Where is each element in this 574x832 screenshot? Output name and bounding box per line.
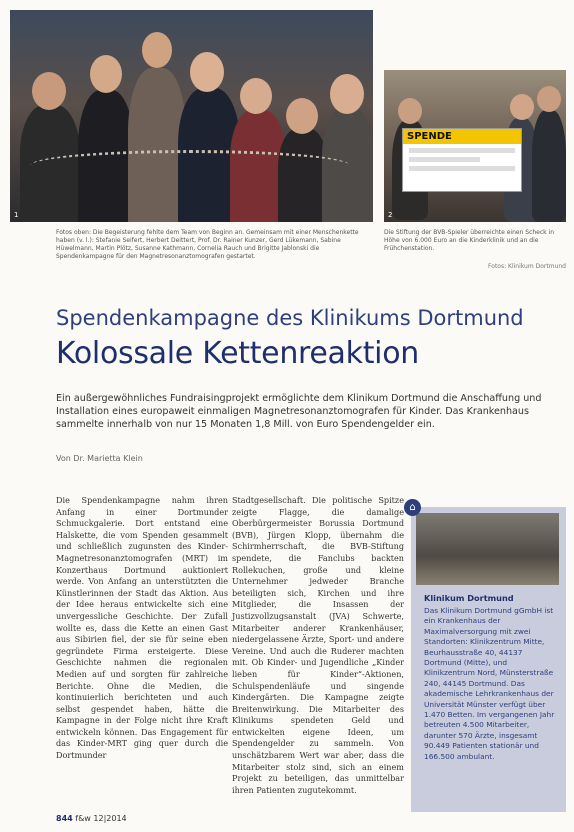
article-byline: Von Dr. Marietta Klein [56, 454, 143, 463]
page-number: 844 [56, 814, 73, 823]
sidebar-text: Das Klinikum Dortmund gGmbH ist ein Krankenhaus der Maximalversorgung mit zwei Standorten: Klinikzentrum Mitte, Beurhausstraße 40, 44137 Dortmund (Mitte), und Klinikzentrum Nord, Münsterstraße 240, 44145 Dortmund. Das akademische Lehrkrankenhaus der Universität Münster verfügt über 1.470 Betten. Im vergangenen Jahr betreuten 4.500 Mitarbeiter, darunter 570 Ärzte, insgesamt 90.449 Patienten stationär und 166.500 ambulant. [424, 606, 555, 761]
person-figure [190, 52, 224, 92]
check-heading: SPENDE [403, 129, 521, 144]
main-photo [10, 10, 373, 222]
photo-credit: Fotos: Klinikum Dortmund [488, 263, 566, 270]
check-line [409, 166, 515, 171]
page-folio [56, 814, 127, 823]
person-figure [537, 86, 561, 112]
article-lead: Ein außergewöhnliches Fundraisingprojekt ermöglichte dem Klinikum Dortmund die Anschaffung und Installation eines europaweit einmaligen Magnetresonanztomografen für Kinder. Das Krankenhaus sammelte innerhalb von nur 15 Monaten 1,8 Mill. von Euro Spendengelder ein. [56, 393, 542, 430]
publication-name: f&w 12|2014 [75, 814, 127, 823]
photo-number: 1 [14, 211, 19, 219]
article-column-2: Stadtgesellschaft. Die politische Spitze zeigte Flagge, die damalige Oberbürgermeister Borussia Dortmund (BVB), Jürgen Klopp, übernahm die Schirmherrschaft, die BVB-Stiftung spendete, die Fanclubs backten Rollekuchen, große und kleine Unternehmer jedweder Branche beteiligten sich, Kirchen und ihre Mitglieder, die Insassen der Justizvollzugsanstalt (JVA) Schwerte, Mitarbeiter anderer Krankenhäuser, niedergelassene Ärzte, Sport- und andere Vereine. Und auch die Ruderer machten mit. Ob Kinder- und Jugendliche „Kinder lieben für Kinder“-Aktionen, Schulspendenläufe und singende Kindergärten. Die Kampagne zeigte Breitenwirkung. Die Mitarbeiter des Klinikums spendeten Geld und entwickelten eigene Ideen, um Spendengelder zu sammeln. Von unschätzbarem Wert war aber, dass die Mitarbeiter stolz sind, sich an einem Projekt zu beteiligen, das unmittelbar ihren Patienten zugutekommt. [232, 495, 404, 795]
person-figure [330, 74, 364, 114]
donation-check [402, 128, 522, 192]
sidebar-title: Klinikum Dortmund [424, 593, 514, 603]
person-figure [532, 110, 566, 222]
photo-number: 2 [388, 211, 393, 219]
person-figure [142, 32, 172, 68]
side-photo [384, 70, 566, 222]
person-figure [32, 72, 66, 110]
side-photo-caption: Die Stiftung der BVB-Spieler überreichte einen Scheck in Höhe von 6.000 Euro an die Kinderklinik und an die Frühchenstation. [384, 229, 555, 252]
main-photo-caption: Fotos oben: Die Begeisterung fehlte dem Team von Beginn an. Gemeinsam mit einer Menschenkette haben (v. l.): Stefanie Seifert, Herbert Deittert, Prof. Dr. Rainer Kunzer, Gerd Lükemann, Sabine Hüwelmann, Martin Plötz, Susanne Kathmann, Cornelia Rauch und Brigitte Jablonski die Spendenkampagne für den Magnetresonanztomografen gestartet. [56, 229, 359, 260]
person-figure [240, 78, 272, 114]
hospital-photo [416, 513, 559, 585]
person-figure [90, 55, 122, 93]
person-figure [510, 94, 534, 120]
article-headline: Kolossale Kettenreaktion [56, 336, 419, 371]
person-figure [286, 98, 318, 134]
article-column-1: Die Spendenkampagne nahm ihren Anfang in einer Dortmunder Schmuckgalerie. Dort entstand eine Halskette, die vom Spenden gesammelt und schließlich zugunsten des Kinder-Magnetresonanztomografen (MRT) im Konzerthaus Dortmund auktioniert werde. Von Anfang an unterstützten die Künstlerinnen der Stadt das Aktion. Aus der Idee heraus entwickelte sich eine unvergessliche Geschichte. Der Zufall wollte es, dass die Kette an einen Gast aus Sibirien fiel, der sie für seine eben gegründete Firma ersteigerte. Diese Geschichte nahmen die regionalen Medien auf und sorgten für zahlreiche Berichte. Ohne die Medien, die kontinuierlich berichteten und auch selbst gespendet haben, hätte die Kampagne in der Folge nicht ihre Kraft entwickeln können. Das Engagement für das Kinder-MRT ging quer durch die Dortmunder [56, 495, 228, 761]
check-line [409, 157, 480, 162]
person-figure [398, 98, 422, 124]
check-line [409, 148, 515, 153]
human-chain [30, 150, 350, 181]
house-icon: ⌂ [404, 499, 421, 516]
article-kicker: Spendenkampagne des Klinikums Dortmund [56, 306, 524, 330]
